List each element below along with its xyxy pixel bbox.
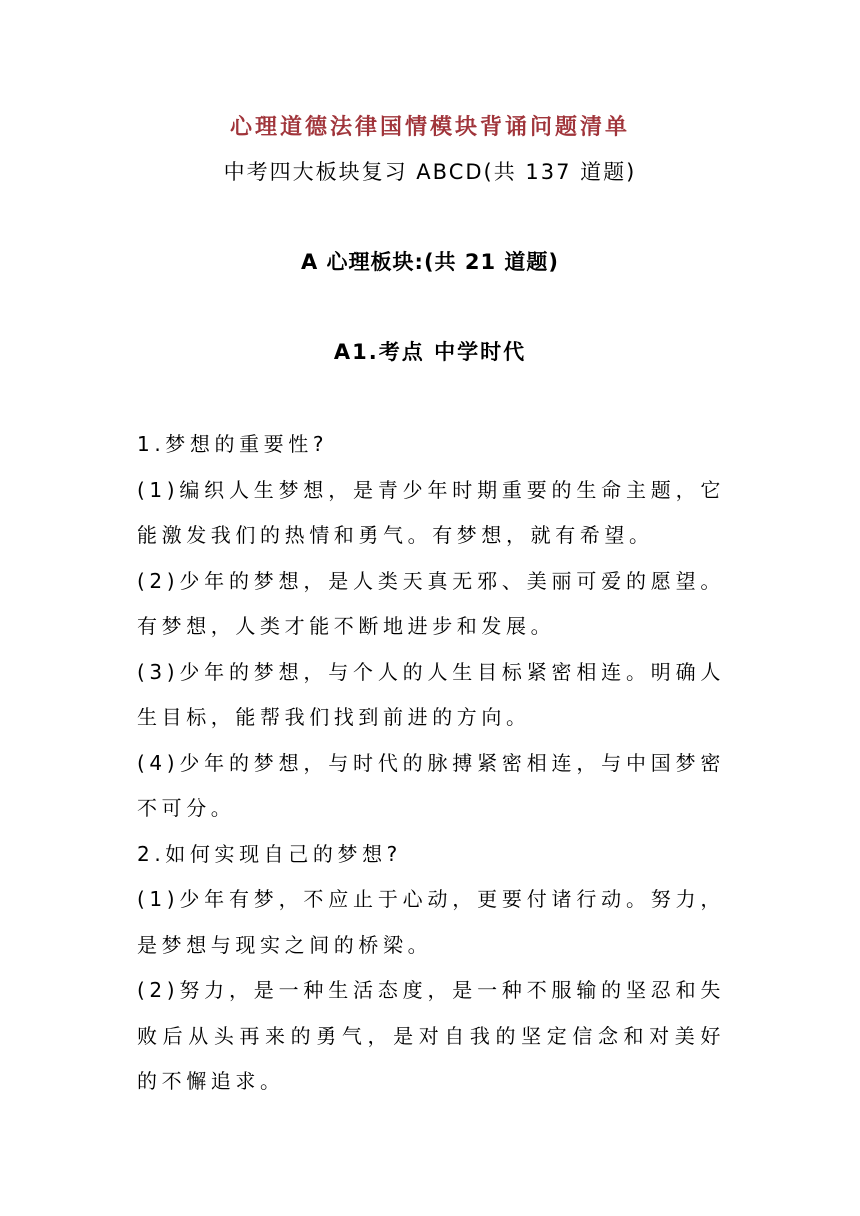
subsection-heading: A1.考点 中学时代 (333, 340, 527, 364)
document-title: 心理道德法律国情模块背诵问题清单 (229, 114, 630, 140)
answer-paragraph: (3)少年的梦想，与个人的人生目标紧密相连。明确人生目标，能帮我们找到前进的方向。 (137, 659, 725, 729)
answer-paragraph: (4)少年的梦想，与时代的脉搏紧密相连，与中国梦密不可分。 (137, 750, 725, 820)
answer-paragraph: (2)少年的梦想，是人类天真无邪、美丽可爱的愿望。有梦想，人类才能不断地进步和发展。 (137, 568, 725, 638)
answer-paragraph: (2)努力，是一种生活态度，是一种不服输的坚忍和失败后从头再来的勇气，是对自我的坚定信念和对美好的不懈追求。 (137, 978, 725, 1093)
question-heading: 2.如何实现自己的梦想? (137, 841, 402, 866)
question-heading: 1.梦想的重要性? (137, 432, 329, 456)
answer-paragraph: (1)编织人生梦想，是青少年时期重要的生命主题，它能激发我们的热情和勇气。有梦想，就有希望。 (137, 477, 725, 547)
section-heading: A 心理板块:(共 21 道题) (300, 250, 559, 274)
document-subtitle: 中考四大板块复习 ABCD(共 137 道题) (223, 160, 637, 184)
answer-paragraph: (1)少年有梦，不应止于心动，更要付诸行动。努力，是梦想与现实之间的桥梁。 (137, 887, 725, 957)
body-text (137, 422, 725, 1105)
